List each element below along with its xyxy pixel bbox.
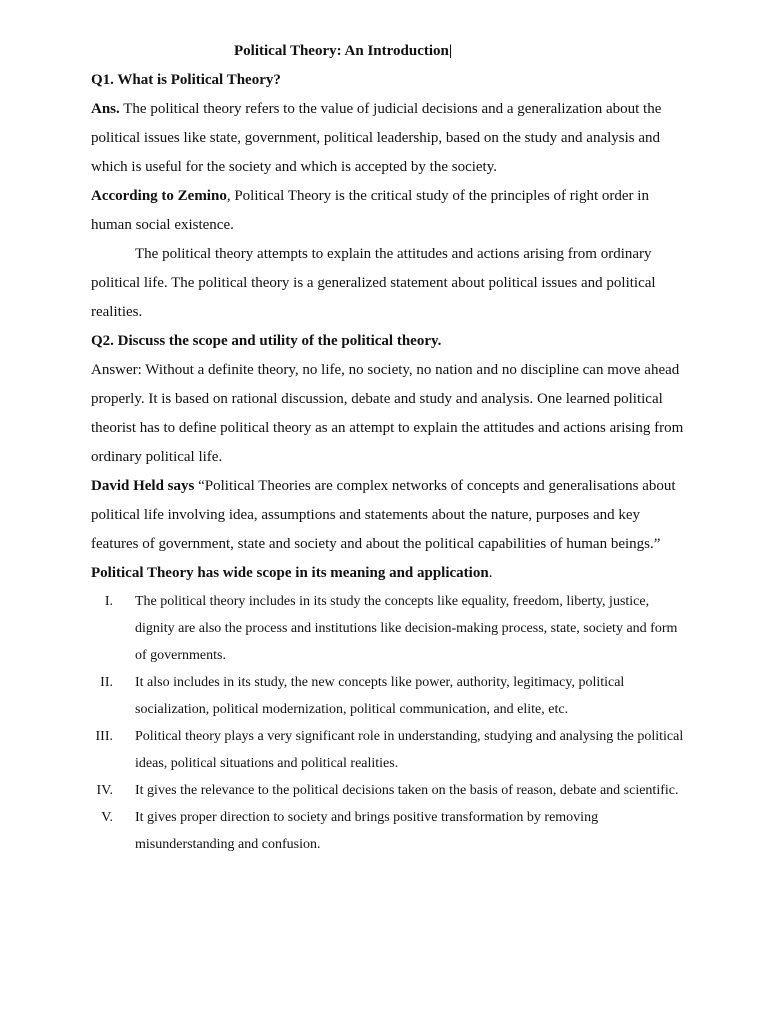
scope-label: Political Theory has wide scope in its meaning and application — [91, 565, 489, 581]
list-text: It gives the relevance to the political decisions taken on the basis of reason, debate and scientific. — [135, 783, 679, 798]
scope-tail: . — [488, 565, 493, 581]
list-item — [91, 777, 691, 804]
zemino-text: , Political Theory is the critical study of the principles of right order in human social existence. — [91, 188, 649, 233]
list-number: III. — [95, 729, 113, 744]
david-held-paragraph — [91, 472, 691, 559]
list-item — [91, 588, 691, 669]
question-2: Q2. Discuss the scope and utility of the political theory. — [91, 333, 442, 349]
political-theory-paragraph: The political theory attempts to explain the attitudes and actions arising from ordinary political life. The political theory is a generalized statement about political issues and political realities. — [91, 246, 656, 320]
document-title: Political Theory: An Introduction| — [234, 43, 453, 59]
list-number: I. — [104, 594, 113, 609]
ans-label: Ans. — [91, 101, 120, 117]
scope-heading — [91, 559, 691, 588]
list-item — [91, 804, 691, 858]
list-number: IV. — [96, 783, 113, 798]
ans-text: The political theory refers to the value of judicial decisions and a generalization about the political issues like state, government, political leadership, based on the study and analysis and which is useful for the society and which is accepted by the society. — [91, 101, 662, 175]
list-text: It also includes in its study, the new concepts like power, authority, legitimacy, political socialization, political modernization, political communication, and elite, etc. — [135, 675, 625, 717]
list-text: Political theory plays a very significant role in understanding, studying and analysing the political ideas, political situations and political realities. — [135, 729, 684, 771]
list-text: It gives proper direction to society and brings positive transformation by removing misunderstanding and confusion. — [135, 810, 599, 852]
document-body — [91, 66, 691, 858]
answer-1-paragraph — [91, 95, 691, 182]
list-item — [91, 723, 691, 777]
question-1: Q1. What is Political Theory? — [91, 72, 281, 88]
zemino-label: According to Zemino — [91, 188, 227, 204]
list-number: II. — [100, 675, 113, 690]
held-label: David Held says — [91, 478, 195, 494]
list-number: V. — [101, 810, 113, 825]
zemino-paragraph — [91, 182, 691, 240]
list-text: The political theory includes in its study the concepts like equality, freedom, liberty, justice, dignity are also the process and institutions like decision-making process, state, society and form of governments. — [135, 594, 678, 663]
held-text: “Political Theories are complex networks of concepts and generalisations about political life involving idea, assumptions and statements about the nature, purposes and key features of government, state and society and about the political capabilities of human beings.” — [91, 478, 676, 552]
scope-list — [91, 588, 691, 858]
list-item — [91, 669, 691, 723]
answer-2-paragraph: Answer: Without a definite theory, no life, no society, no nation and no discipline can move ahead properly. It is based on rational discussion, debate and study and analysis. One learned political theorist has to define political theory as an attempt to explain the attitudes and actions arising from ordinary political life. — [91, 362, 684, 465]
